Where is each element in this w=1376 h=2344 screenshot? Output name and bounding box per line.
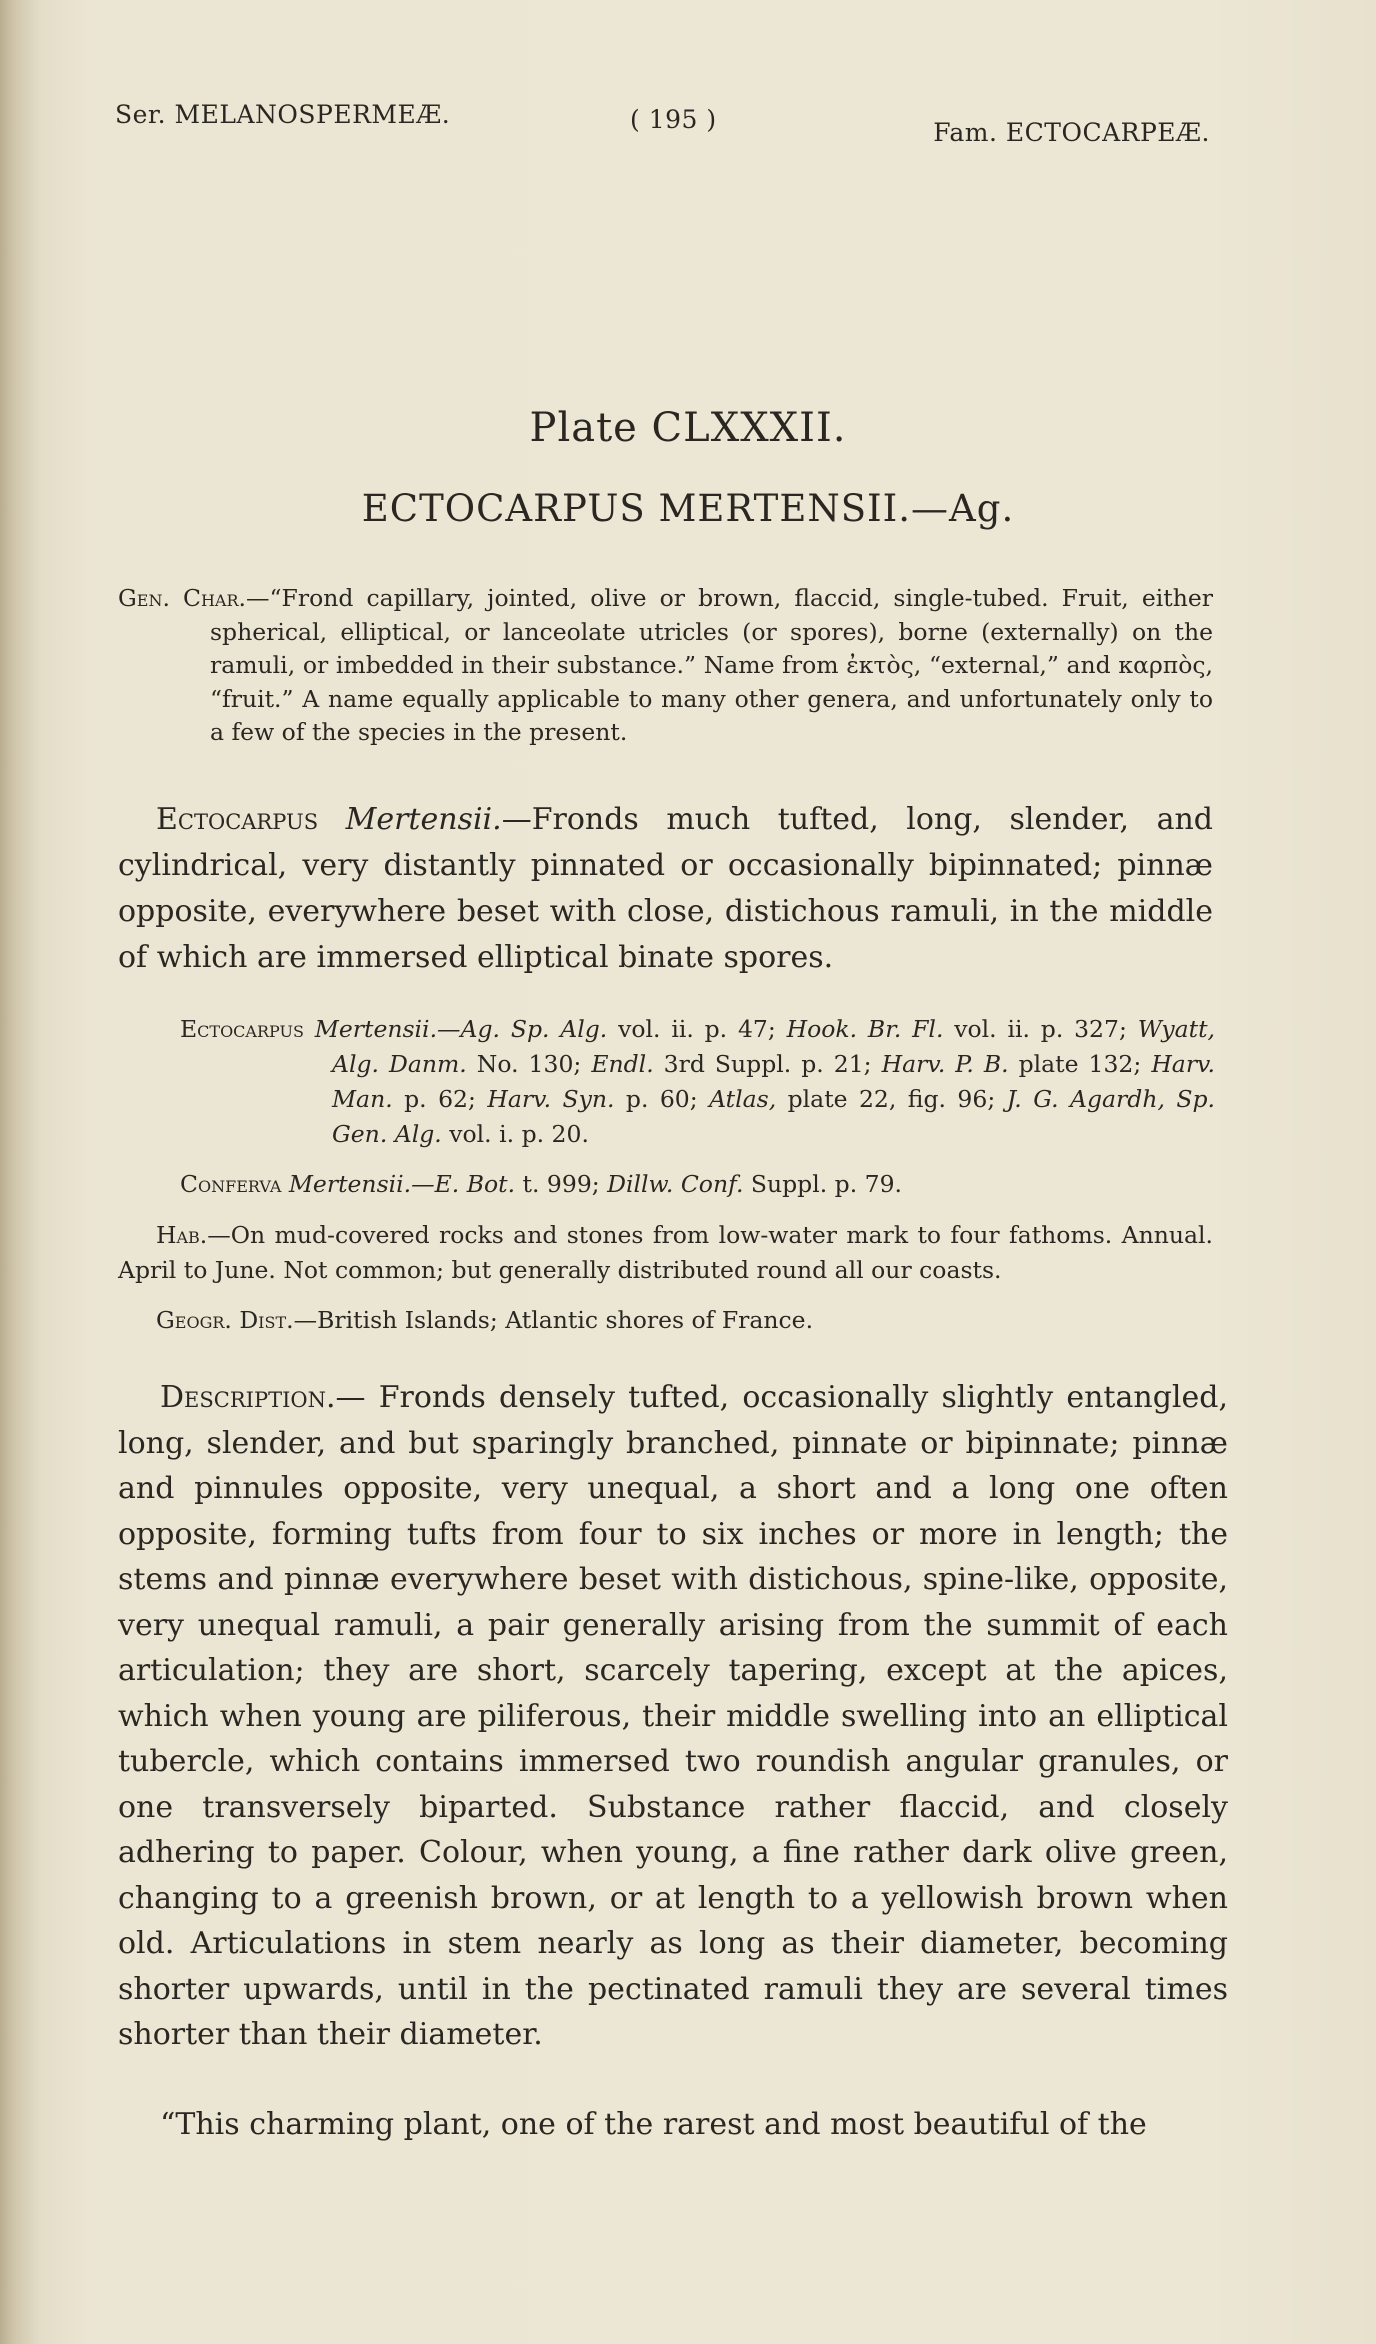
habitat-label: Hab.	[156, 1221, 208, 1249]
synonym-ref: J. G. Agardh, Sp. Gen. Alg.	[332, 1085, 1215, 1148]
synonym-ref: Mertensii.—Ag. Sp. Alg.	[314, 1015, 608, 1043]
species-desc-text: —Fronds much tufted, long, slender, and cylindrical, very distantly pinnated or occasionally bipinnated; pinnæ opposite, everywhere beset with close, distichous ramuli, in the middle of which are immersed elliptical binate spores.	[118, 802, 1213, 975]
synonym-ref: 3rd Suppl. p. 21;	[653, 1050, 882, 1078]
synonym-ref: No. 130;	[466, 1050, 592, 1078]
synonym-ref: Suppl. p. 79.	[743, 1170, 903, 1198]
synonym-ref: p. 62;	[392, 1085, 488, 1113]
synonymy-ectocarpus	[180, 1012, 1215, 1152]
page-number: ( 195 )	[630, 105, 717, 134]
synonym-ref: p. 60;	[614, 1085, 710, 1113]
running-head-family: Fam. ECTOCARPEÆ.	[933, 118, 1210, 147]
habitat-text: —On mud-covered rocks and stones from low-water mark to four fathoms. Annual. April to June. Not common; but generally distributed round all our coasts.	[118, 1221, 1213, 1284]
synonym-ref: Endl.	[591, 1050, 654, 1078]
description-label: Description.	[160, 1380, 336, 1415]
synonym-genus: Ectocarpus	[180, 1015, 304, 1043]
gen-char-text: —“Frond capillary, jointed, olive or brown, flaccid, single-tubed. Fruit, either spherical, elliptical, or lanceolate utricles (or spores), borne (externally) on the ramuli, or imbedded in their substance.” Name from ἐκτὸς, “external,” and καρπὸς, “fruit.” A name equally applicable to many other genera, and unfortunately only to a few of the species in the present.	[210, 584, 1213, 746]
gen-char-label: Gen. Char.	[118, 584, 247, 612]
plate-title: Plate CLXXXII.	[529, 405, 847, 451]
habitat	[118, 1218, 1213, 1288]
description	[118, 1375, 1228, 2058]
description-text: — Fronds densely tufted, occasionally slightly entangled, long, slender, and but sparingly branched, pinnate or bipinnate; pinnæ and pinnules opposite, very unequal, a short and a long one often opposite, forming tufts from four to six inches or more in length; the stems and pinnæ everywhere beset with distichous, spine-like, opposite, very unequal ramuli, a pair generally arising from the summit of each articulation; they are short, scarcely tapering, except at the apices, which when young are piliferous, their middle swelling into an elliptical tubercle, which contains immersed two roundish angular granules, or one transversely biparted. Substance rather flaccid, and closely adhering to paper. Colour, when young, a fine rather dark olive green, changing to a greenish brown, or at length to a yellowish brown when old. Articulations in stem nearly as long as their diameter, becoming shorter upwards, until in the pectinated ramuli they are several times shorter than their diameter.	[118, 1380, 1228, 2052]
synonym-ref: vol. ii. p. 327;	[943, 1015, 1138, 1043]
genus-character	[118, 582, 1213, 750]
geogr-label: Geogr. Dist.	[156, 1306, 294, 1334]
species-description	[118, 797, 1213, 981]
synonym-ref: Harv. P. B.	[881, 1050, 1009, 1078]
synonym-ref: Atlas,	[709, 1085, 777, 1113]
quote-start: “This charming plant, one of the rarest and most beautiful of the	[160, 2107, 1147, 2142]
synonym-ref: plate 132;	[1008, 1050, 1152, 1078]
synonym-ref: Harv. Syn.	[487, 1085, 615, 1113]
species-title: ECTOCARPUS MERTENSII.—Ag.	[361, 487, 1015, 530]
synonym-ref: Hook. Br. Fl.	[786, 1015, 944, 1043]
synonymy-conferva	[180, 1167, 1215, 1202]
running-head	[115, 100, 1210, 150]
geogr-text: —British Islands; Atlantic shores of France.	[293, 1306, 814, 1334]
synonym-ref: plate 22, fig. 96;	[776, 1085, 1007, 1113]
species-genus: Ectocarpus	[156, 802, 319, 837]
species-epithet: Mertensii.	[345, 802, 502, 837]
synonym-ref: t. 999;	[515, 1170, 608, 1198]
synonym-ref: Dillw. Conf.	[607, 1170, 744, 1198]
synonym-ref: Mertensii.—E. Bot.	[288, 1170, 516, 1198]
synonym-ref: vol. i. p. 20.	[441, 1120, 589, 1148]
synonym-ref: vol. ii. p. 47;	[607, 1015, 787, 1043]
geographic-distribution	[156, 1303, 1211, 1338]
synonym-ref: Harv. Man.	[332, 1050, 1216, 1113]
synonym-genus: Conferva	[180, 1170, 282, 1198]
synonym-ref: Wyatt, Alg. Danm.	[332, 1015, 1215, 1078]
running-head-series: Ser. MELANOSPERMEÆ.	[115, 100, 451, 129]
